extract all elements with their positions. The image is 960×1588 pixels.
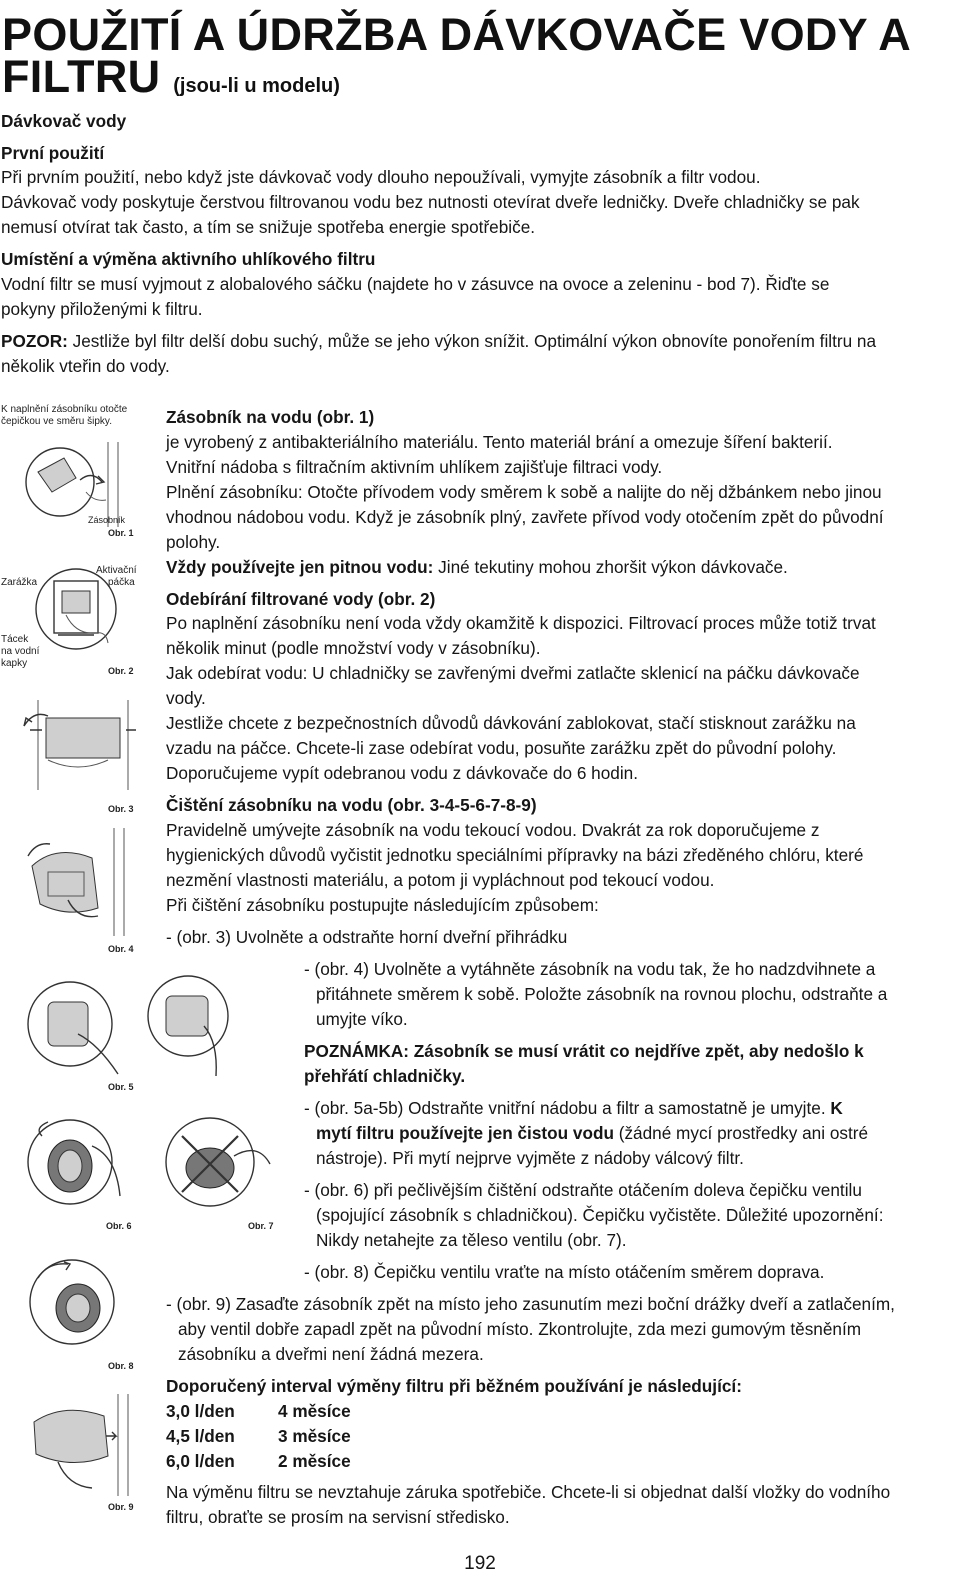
dispense-line-5: Jestliže chcete z bezpečnostních důvodů dávkování zablokovat, stačí stisknout zarážku na — [166, 713, 856, 733]
dispense-line-3: Jak odebírat vodu: U chladničky se zavřenými dveřmi zatlačte sklenicí na páčku dávkovače — [166, 663, 860, 683]
cleaning-line-1: Pravidelně umývejte zásobník na vodu tekoucí vodou. Dvakrát za rok doporučujeme z — [166, 820, 820, 840]
figure-caption-top-2: čepičkou ve směru šipky. — [1, 416, 112, 427]
step-6-line-2: (spojující zásobník s chladničkou). Čepičku vyčistěte. Důležité upozornění: — [316, 1205, 884, 1225]
tank-line-3: Plnění zásobníku: Otočte přívodem vody směrem k sobě a nalijte do něj džbánkem nebo jinou — [166, 482, 882, 502]
warranty-line-1: Na výměnu filtru se nevztahuje záruka spotřebiče. Chcete-li si objednat další vložky do vodního — [166, 1482, 891, 1502]
tank-rest: Jiné tekutiny mohou zhoršit výkon dávkovače. — [433, 557, 788, 577]
figure-6-caption: Obr. 6 — [106, 1221, 132, 1231]
dispense-line-7: Doporučujeme vypít odebranou vodu z dávkovače do 6 hodin. — [166, 763, 639, 783]
figure-3-illustration — [18, 690, 140, 800]
note-line-1: POZNÁMKA: Zásobník se musí vrátit co nejdříve zpět, aby nedošlo k — [304, 1041, 864, 1061]
tank-drinking-water — [166, 555, 788, 580]
step-4-line-1: - (obr. 4) Uvolněte a vytáhněte zásobník na vodu tak, že ho nadzdvihnete a — [304, 959, 876, 979]
warning-line-1 — [1, 329, 876, 354]
figure-4-caption: Obr. 4 — [108, 944, 134, 954]
step-5-line-3: nástroje). Při mytí nejprve vyjměte z nádoby válcový filtr. — [316, 1148, 744, 1168]
interval-row-1-period: 4 měsíce — [278, 1401, 351, 1421]
title-main: FILTRU — [2, 51, 161, 102]
step-6-line-3: Nikdy netahejte za těleso ventilu (obr. 7). — [316, 1230, 627, 1250]
dispense-line-6: vzadu na páčce. Chcete-li zase odebírat vodu, posuňte zarážku zpět do původní polohy. — [166, 738, 837, 758]
step-5-bold: mytí filtru používejte jen čistou vodu — [316, 1123, 614, 1143]
interval-row-2-flow: 4,5 l/den — [166, 1426, 235, 1446]
first-use-line-1: Při prvním použití, nebo když jste dávkovač vody dlouho nepoužívali, vymyjte zásobník a filtr vodou. — [1, 167, 761, 187]
step-9-line-3: zásobníku a dveřmi není žádná mezera. — [178, 1344, 484, 1364]
cleaning-line-4: Při čištění zásobníku postupujte následujícím způsobem: — [166, 895, 599, 915]
heading-tank: Zásobník na vodu (obr. 1) — [166, 407, 375, 427]
step-3: - (obr. 3) Uvolněte a odstraňte horní dveřní přihrádku — [166, 927, 568, 947]
heading-first-use: První použití — [1, 143, 105, 163]
figure-7-illustration — [150, 1106, 280, 1218]
filter-line-2: pokyny přiloženými k filtru. — [1, 299, 203, 319]
figure-9-illustration — [18, 1392, 140, 1498]
label-zarazka: Zarážka — [1, 577, 38, 588]
first-use-line-3: nemusí otvírat tak často, a tím se snižuje spotřeba energie spotřebiče. — [1, 217, 536, 237]
title-subtitle: (jsou-li u modelu) — [173, 75, 340, 97]
figure-5-illustration — [18, 968, 248, 1080]
label-tacek-3: kapky — [1, 658, 28, 669]
label-aktivacni-1: Aktivační — [96, 565, 137, 576]
label-tacek-2: na vodní — [1, 646, 40, 657]
warranty-line-2: filtru, obraťte se prosím na servisní středisko. — [166, 1507, 510, 1527]
warning-line-2: několik vteřin do vody. — [1, 356, 170, 376]
filter-line-1: Vodní filtr se musí vyjmout z alobalového sáčku (najdete ho v zásuvce na ovoce a zeleninu - bod 7). Řiďte se — [1, 274, 830, 294]
label-zasobnik: Zásobník — [88, 515, 126, 525]
step-9-line-2: aby ventil dobře zapadl zpět na původní místo. Zkontrolujte, zda mezi gumovým těsněním — [178, 1319, 862, 1339]
step-8: - (obr. 8) Čepičku ventilu vraťte na místo otáčením směrem doprava. — [304, 1262, 825, 1282]
step-5-k: K — [825, 1098, 843, 1118]
figure-caption-top-1: K naplnění zásobníku otočte — [1, 404, 128, 415]
step-9-line-1: - (obr. 9) Zasaďte zásobník zpět na místo jeho zasunutím mezi boční drážky dveří a zatlačením, — [166, 1294, 895, 1314]
figure-4-illustration — [18, 826, 140, 938]
tank-line-2: Vnitřní nádoba s filtračním aktivním uhlíkem zajišťuje filtraci vody. — [166, 457, 663, 477]
step-5-rest: (žádné mycí prostředky ani ostré — [613, 1123, 869, 1143]
tank-line-5: polohy. — [166, 532, 221, 552]
figure-8-illustration — [20, 1250, 140, 1358]
note-line-2: přehřátí chladničky. — [304, 1066, 466, 1086]
tank-bold: Vždy používejte jen pitnou vodu: — [166, 557, 434, 577]
warning-label: POZOR: — [1, 331, 68, 351]
interval-row-1-flow: 3,0 l/den — [166, 1401, 235, 1421]
figure-1-caption: Obr. 1 — [108, 528, 134, 538]
label-aktivacni-2: páčka — [108, 577, 135, 588]
heading-interval: Doporučený interval výměny filtru při běžném používání je následující: — [166, 1376, 742, 1396]
interval-row-3-period: 2 měsíce — [278, 1451, 351, 1471]
step-5-line-1 — [304, 1096, 843, 1121]
step-4-line-3: umyjte víko. — [316, 1009, 408, 1029]
figure-2-caption: Obr. 2 — [108, 666, 134, 676]
cleaning-line-3: nezmění vlastnosti materiálu, a potom ji vypláchnout pod tekoucí vodou. — [166, 870, 715, 890]
figure-5-caption: Obr. 5 — [108, 1082, 134, 1092]
warning-text: Jestliže byl filtr delší dobu suchý, může se jeho výkon snížit. Optimální výkon obnovíte ponořením filtru na — [67, 331, 877, 351]
heading-cleaning: Čištění zásobníku na vodu (obr. 3-4-5-6-7-8-9) — [166, 795, 537, 815]
tank-line-1: je vyrobený z antibakteriálního materiálu. Tento materiál brání a omezuje šíření bakterií. — [166, 432, 833, 452]
interval-row-2-period: 3 měsíce — [278, 1426, 351, 1446]
heading-dispenser: Dávkovač vody — [1, 111, 127, 131]
cleaning-line-2: hygienických důvodů vyčistit jednotku speciálními přípravky na bázi zředěného chlóru, které — [166, 845, 864, 865]
dispense-line-2: několik minut (podle množství vody v zásobníku). — [166, 638, 541, 658]
interval-row-3-flow: 6,0 l/den — [166, 1451, 235, 1471]
label-tacek-1: Tácek — [1, 634, 29, 645]
step-5-line-2 — [316, 1121, 868, 1146]
first-use-line-2: Dávkovač vody poskytuje čerstvou filtrovanou vodu bez nutnosti otevírat dveře ledničky. Dveře chladničky se pak — [1, 192, 860, 212]
step-4-line-2: přitáhnete směrem k sobě. Položte zásobník na rovnou plochu, odstraňte a — [316, 984, 888, 1004]
heading-filter: Umístění a výměna aktivního uhlíkového filtru — [1, 249, 376, 269]
dispense-line-1: Po naplnění zásobníku není voda vždy okamžitě k dispozici. Filtrovací proces může totiž trvat — [166, 613, 876, 633]
dispense-line-4: vody. — [166, 688, 206, 708]
tank-line-4: vhodnou nádobou vodu. Když je zásobník plný, zavřete přívod vody otočením zpět do původní — [166, 507, 884, 527]
step-5-text: - (obr. 5a-5b) Odstraňte vnitřní nádobu a filtr a samostatně je umyjte. — [304, 1098, 826, 1118]
figure-9-caption: Obr. 9 — [108, 1502, 134, 1512]
step-6-line-1: - (obr. 6) při pečlivějším čištění odstraňte otáčením doleva čepičku ventilu — [304, 1180, 862, 1200]
figure-3-caption: Obr. 3 — [108, 804, 134, 814]
figure-7-caption: Obr. 7 — [248, 1221, 274, 1231]
page-title-line2 — [2, 52, 340, 111]
heading-dispense: Odebírání filtrované vody (obr. 2) — [166, 589, 436, 609]
figure-8-caption: Obr. 8 — [108, 1361, 134, 1371]
page-title-line1: POUŽITÍ A ÚDRŽBA DÁVKOVAČE VODY A — [2, 9, 912, 60]
page-number: 192 — [464, 1553, 496, 1574]
figure-6-illustration — [20, 1106, 140, 1218]
